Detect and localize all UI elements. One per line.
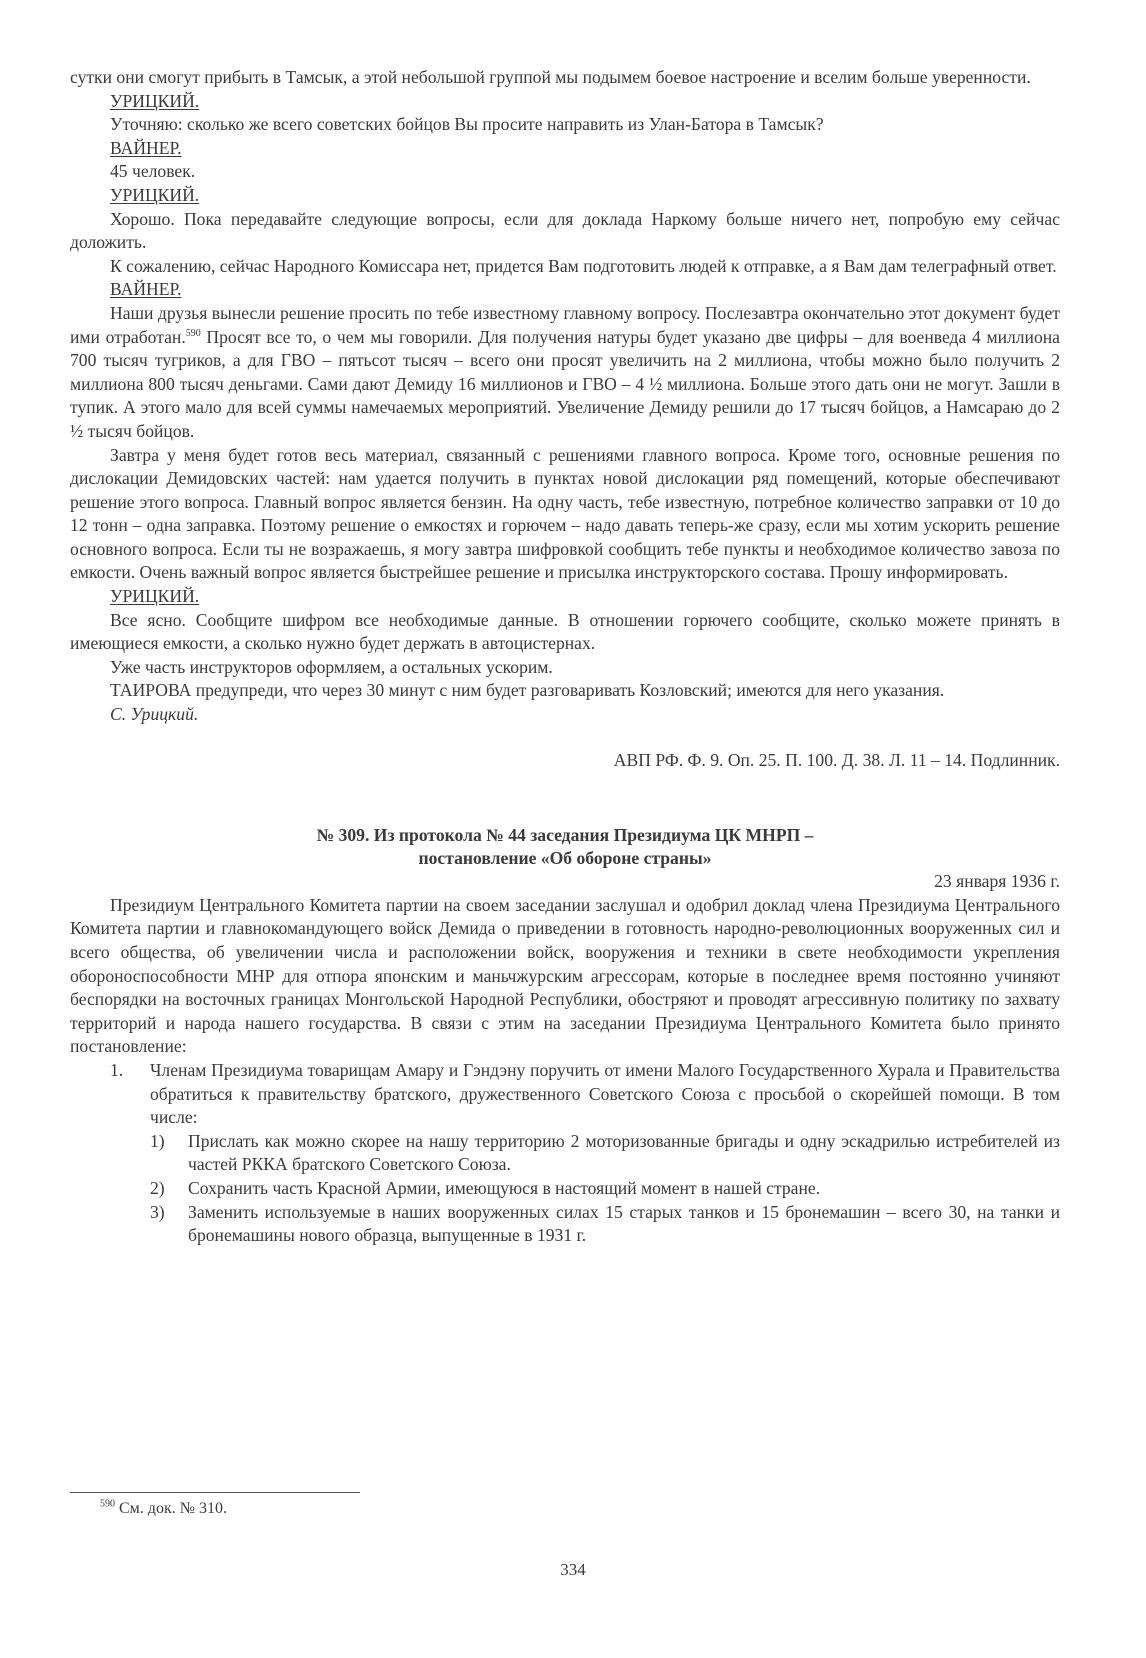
footnote-divider bbox=[70, 1492, 360, 1493]
document-title bbox=[70, 824, 1060, 870]
sub-list bbox=[70, 1130, 1060, 1248]
dialogue-paragraph: ТАИРОВА предупреди, что через 30 минут с ним будет разговаривать Козловский; имеются для него указания. bbox=[110, 680, 945, 701]
paragraph-text: Просят все то, о чем мы говорили. Для получения натуры будет указано две цифры – для военведа 4 миллиона 700 тысяч тугриков, а для ГВО – пятьсот тысяч – всего они просят увеличить на 2 миллиона, чтобы можно было получить 2 миллиона 800 тысяч деньгами. Сами дают Демиду 16 миллионов и ГВО – 4 ½ миллиона. Больше этого дать они не могут. Зашли в тупик. А этого мало для всей суммы намечаемых мероприятий. Увеличение Демиду решили до 17 тысяч бойцов, а Намсараю до 2 ½ тысяч бойцов. bbox=[70, 326, 1060, 441]
list-text: Членам Президиума товарищам Амару и Гэндэну поручить от имени Малого Государственного Хурала и Правительства обратиться к правительству братского, дружественного Советского Союза с просьбой о скорейшей помощи. В том числе: bbox=[150, 1059, 1060, 1128]
dialogue-paragraph: 45 человек. bbox=[110, 161, 196, 182]
footnote-ref[interactable]: 590 bbox=[185, 327, 201, 339]
sub-list-item bbox=[110, 1130, 1060, 1177]
speaker-label: УРИЦКИЙ. bbox=[110, 586, 200, 607]
sub-list-text: Прислать как можно скорее на нашу территорию 2 моторизованные бригады и одну эскадрилью истребителей из частей РККА братского Советского Союза. bbox=[188, 1130, 1060, 1175]
sub-list-number: 3) bbox=[150, 1201, 165, 1222]
list-item bbox=[70, 1059, 1060, 1130]
page-body bbox=[70, 66, 1060, 1248]
dialogue-paragraph: Уже часть инструкторов оформляем, а остальных ускорим. bbox=[110, 656, 553, 677]
archive-reference: АВП РФ. Ф. 9. Оп. 25. П. 100. Д. 38. Л. 11 – 14. Подлинник. bbox=[613, 749, 1060, 770]
footnote bbox=[100, 1500, 227, 1518]
footnote-text: См. док. № 310. bbox=[115, 1500, 227, 1517]
page-number: 334 bbox=[560, 1560, 586, 1579]
sub-list-number: 1) bbox=[150, 1130, 165, 1151]
paragraph-text: Наши друзья вынесли решение просить по тебе известному главному вопросу. Послезавтра окончательно этот документ будет ими отработан. bbox=[70, 302, 1060, 347]
dialogue-paragraph: Уточняю: сколько же всего советских бойцов Вы просите направить из Улан-Батора в Тамсык? bbox=[110, 114, 824, 135]
speaker-label: УРИЦКИЙ. bbox=[110, 184, 200, 205]
continued-paragraph: сутки они смогут прибыть в Тамсык, а этой небольшой группой мы подымем боевое настроение и вселим больше уверенности. bbox=[70, 67, 1031, 87]
title-line: № 309. Из протокола № 44 заседания Президиума ЦК МНРП – bbox=[316, 825, 814, 846]
sub-list-item bbox=[110, 1201, 1060, 1248]
sub-list-item bbox=[110, 1177, 1060, 1201]
speaker-label: УРИЦКИЙ. bbox=[110, 90, 200, 111]
intro-paragraph: Президиум Центрального Комитета партии на своем заседании заслушал и одобрил доклад члена Президиума Центрального Комитета партии и главнокомандующего войск Демида о приведении в готовность народно-революционных вооруженных сил и всего общества, об увеличении числа и расположении войск, вооружения и техники в свете необходимости укрепления обороноспособности МНР для отпора японским и маньчжурским агрессорам, которые в последнее время постоянно учиняют беспорядки на восточных границах Монгольской Народной Республики, обостряют и проводят агрессивную политику по захвату территорий и народа нашего государства. В связи с этим на заседании Президиума Центрального Комитета было принято постановление: bbox=[70, 894, 1060, 1057]
dialogue-paragraph: Хорошо. Пока передавайте следующие вопросы, если для доклада Наркому больше ничего нет, попробую ему сейчас доложить. bbox=[70, 208, 1060, 253]
sub-list-text: Сохранить часть Красной Армии, имеющуюся в настоящий момент в нашей стране. bbox=[188, 1177, 821, 1198]
footnote-number: 590 bbox=[100, 1498, 115, 1510]
speaker-label: ВАЙНЕР. bbox=[110, 137, 182, 158]
speaker-label: ВАЙНЕР. bbox=[110, 279, 182, 300]
dialogue-paragraph: Все ясно. Сообщите шифром все необходимые данные. В отношении горючего сообщите, сколько можете принять в имеющиеся емкости, а сколько нужно будет держать в автоцистернах. bbox=[70, 609, 1060, 654]
dialogue-paragraph bbox=[70, 302, 1060, 444]
sub-list-text: Заменить используемые в наших вооруженных силах 15 старых танков и 15 бронемашин – всего 30, на танки и бронемашины нового образца, выпущенные в 1931 г. bbox=[188, 1201, 1060, 1246]
signature: С. Урицкий. bbox=[110, 704, 199, 725]
list-number: 1. bbox=[110, 1059, 124, 1080]
sub-list-number: 2) bbox=[150, 1177, 165, 1198]
title-line: постановление «Об обороне страны» bbox=[418, 848, 712, 869]
document-date: 23 января 1936 г. bbox=[934, 871, 1060, 892]
dialogue-paragraph: К сожалению, сейчас Народного Комиссара нет, придется Вам подготовить людей к отправке, а я Вам дам телеграфный ответ. bbox=[110, 255, 1057, 276]
dialogue-paragraph: Завтра у меня будет готов весь материал, связанный с решениями главного вопроса. Кроме того, основные решения по дислокации Демидовских частей: нам удается получить в пунктах новой дислокации ряд помещений, которые обеспечивают решение этого вопроса. Главный вопрос является бензин. На одну часть, тебе известную, потребное количество заправки от 10 до 12 тонн – одна заправка. Поэтому решение о емкостях и горючем – надо давать теперь-же сразу, если мы хотим ускорить решение основного вопроса. Если ты не возражаешь, я могу завтра шифровкой сообщить тебе пункты и необходимое количество завоза по емкости. Очень важный вопрос является быстрейшее решение и присылка инструкторского состава. Прошу информировать. bbox=[70, 444, 1060, 583]
